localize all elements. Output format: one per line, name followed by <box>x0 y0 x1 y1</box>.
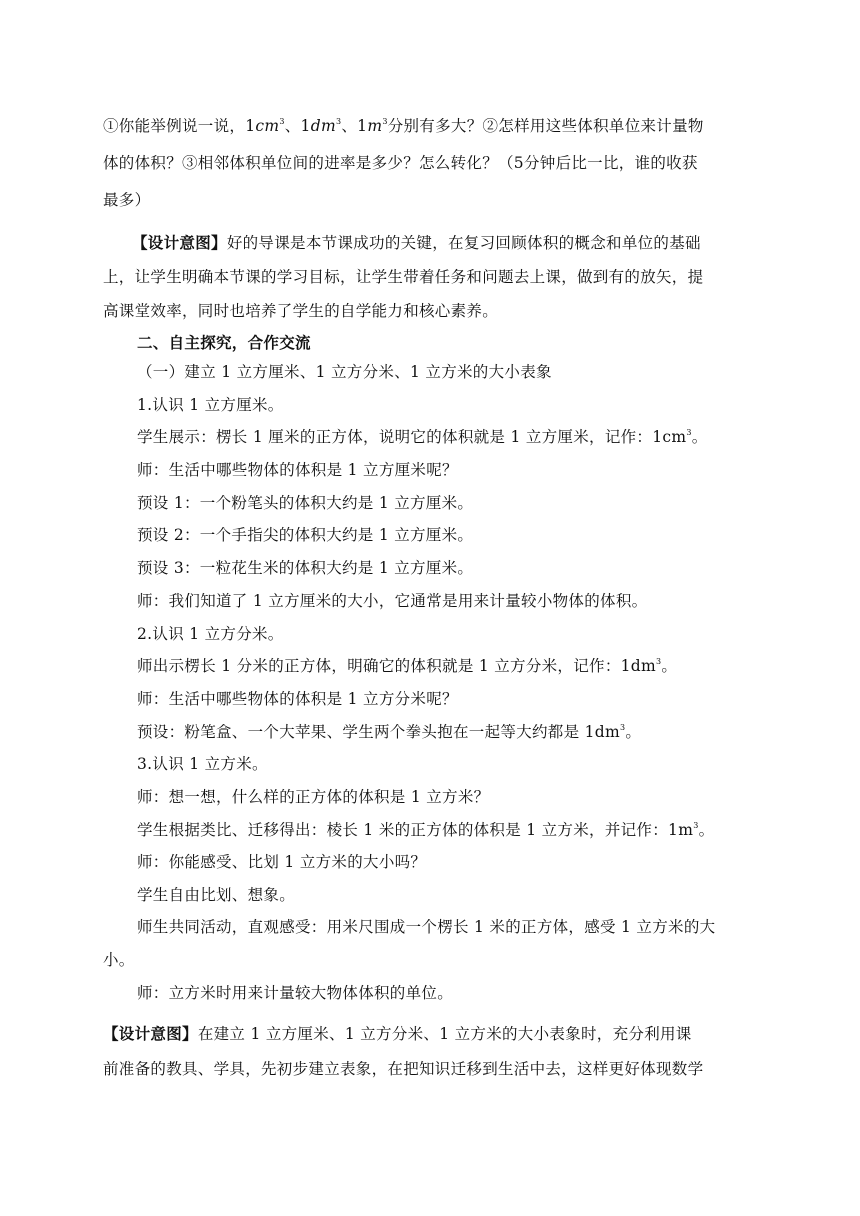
text-segment: 师出示楞长 1 分米的正方体，明确它的体积就是 1 立方分米，记作：1dm <box>137 657 657 675</box>
text-segment: 预设：粉笔盒、一个大苹果、学生两个拳头抱在一起等大约都是 1dm <box>137 723 621 741</box>
paragraph-line: 师：想一想，什么样的正方体的体积是 1 立方米？ <box>137 788 490 806</box>
question-line-1 <box>103 116 704 136</box>
exponent: 3 <box>335 117 342 126</box>
exponent: 3 <box>693 821 699 830</box>
unit-cm: cm <box>255 117 280 135</box>
design-intent-2-line-1 <box>103 1024 692 1044</box>
question-line-2: 体的体积？③相邻体积单位间的进率是多少？怎么转化？（5分钟后比一比，谁的收获 <box>103 154 698 172</box>
text-segment: 分别有多大？②怎样用这些体积单位来计量物 <box>387 117 704 135</box>
text-segment: 。 <box>625 723 642 741</box>
item-3-heading: 3.认识 1 立方米。 <box>137 755 268 773</box>
text-segment: 。 <box>661 657 678 675</box>
paragraph-line: 小。 <box>103 951 135 969</box>
text-segment: 好的导课是本节课成功的关键，在复习回顾体积的概念和单位的基础 <box>226 234 701 252</box>
text-segment: 在建立 1 立方厘米、1 立方分米、1 立方米的大小表象时，充分利用课 <box>197 1025 692 1043</box>
exponent: 3 <box>382 117 388 126</box>
exponent: 3 <box>656 657 662 666</box>
design-intent-2-line-2: 前准备的教具、学具，先初步建立表象，在把知识迁移到生活中去，这样更好体现数学 <box>103 1060 704 1078</box>
subsection-heading: （一）建立 1 立方厘米、1 立方分米、1 立方米的大小表象 <box>137 363 552 381</box>
text-segment: 、1 <box>341 117 368 135</box>
exponent: 3 <box>620 723 626 732</box>
paragraph-line: 师：生活中哪些物体的体积是 1 立方分米呢？ <box>137 690 458 708</box>
section-heading: 二、自主探究，合作交流 <box>137 333 311 352</box>
unit-m: m <box>367 117 383 135</box>
text-segment: 。 <box>698 821 715 839</box>
text-segment: ①你能举例说一说，1 <box>103 117 256 135</box>
paragraph-line <box>137 656 677 676</box>
paragraph-line: 学生自由比划、想象。 <box>137 886 296 904</box>
paragraph-line: 师：生活中哪些物体的体积是 1 立方厘米呢？ <box>137 461 458 479</box>
paragraph-line <box>137 820 714 840</box>
paragraph-line: 师生共同活动，直观感受：用米尺围成一个楞长 1 米的正方体，感受 1 立方米的大 <box>137 918 716 936</box>
item-2-heading: 2.认识 1 立方分米。 <box>137 625 284 643</box>
paragraph-line: 师：你能感受、比划 1 立方米的大小吗？ <box>137 853 427 871</box>
paragraph-line <box>137 722 641 742</box>
paragraph-line: 师：立方米时用来计量较大物体体积的单位。 <box>137 984 454 1002</box>
exponent: 3 <box>686 428 692 437</box>
design-intent-label: 【设计意图】 <box>103 1024 198 1043</box>
item-1-heading: 1.认识 1 立方厘米。 <box>137 396 284 414</box>
paragraph-line: 预设 2：一个手指尖的体积大约是 1 立方厘米。 <box>137 526 474 544</box>
design-intent-1-line-2: 上，让学生明确本节课的学习目标，让学生带着任务和问题去上课，做到有的放矢，提 <box>103 268 704 286</box>
paragraph-line: 预设 3：一粒花生米的体积大约是 1 立方厘米。 <box>137 559 474 577</box>
design-intent-1-line-3: 高课堂效率，同时也培养了学生的自学能力和核心素养。 <box>103 302 499 320</box>
question-line-3: 最多） <box>103 191 151 209</box>
design-intent-label: 【设计意图】 <box>132 233 227 252</box>
text-segment: 。 <box>691 428 708 446</box>
text-segment: 学生展示：楞长 1 厘米的正方体，说明它的体积就是 1 立方厘米，记作：1cm <box>137 428 687 446</box>
paragraph-line <box>137 427 708 447</box>
exponent: 3 <box>279 117 285 126</box>
text-segment: 学生根据类比、迁移得出：棱长 1 米的正方体的体积是 1 立方米，并记作：1m <box>137 821 694 839</box>
text-segment: 、1 <box>284 117 311 135</box>
paragraph-line: 师：我们知道了 1 立方厘米的大小，它通常是用来计量较小物体的体积。 <box>137 592 648 610</box>
paragraph-line: 预设 1：一个粉笔头的体积大约是 1 立方厘米。 <box>137 494 474 512</box>
unit-dm: dm <box>310 117 336 135</box>
design-intent-1-line-1 <box>132 233 701 253</box>
